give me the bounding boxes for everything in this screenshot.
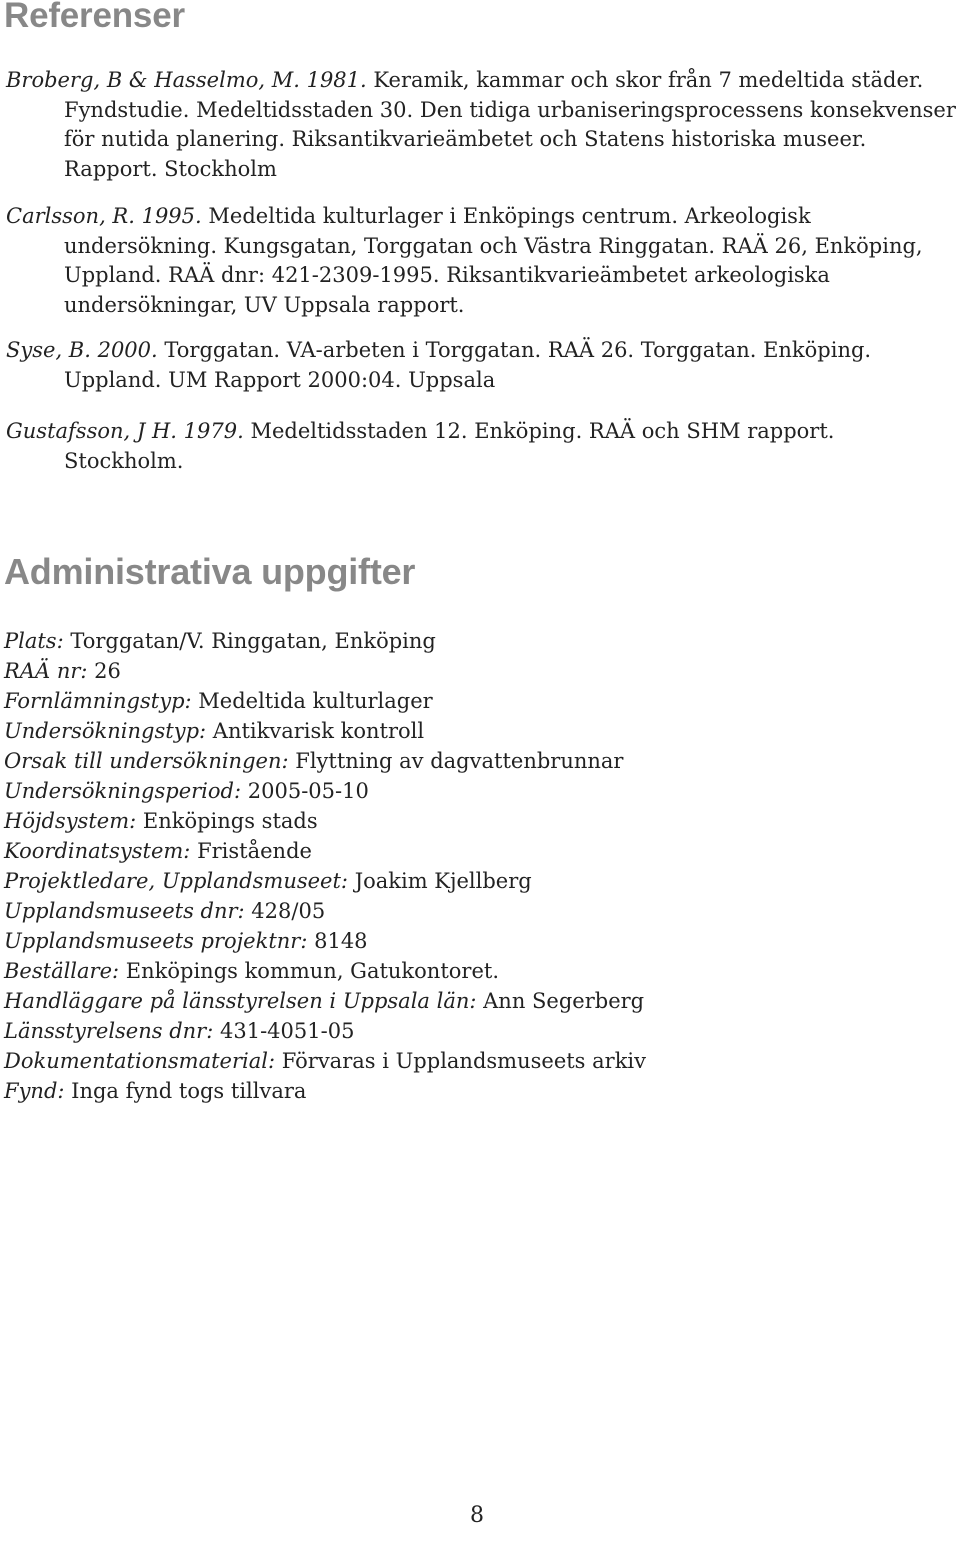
admin-label: Dokumentationsmaterial: <box>4 1049 276 1073</box>
admin-value: 431-4051-05 <box>219 1019 355 1043</box>
admin-label: Koordinatsystem: <box>4 839 191 863</box>
admin-row-koordinatsystem <box>4 836 954 866</box>
reference-author: Broberg, B & Hasselmo, M. 1981. <box>6 68 367 92</box>
admin-heading: Administrativa uppgifter <box>4 551 416 592</box>
admin-value: 2005-05-10 <box>247 779 369 803</box>
admin-value: Förvaras i Upplandsmuseets arkiv <box>281 1049 646 1073</box>
admin-label: Projektledare, Upplandsmuseet: <box>4 869 348 893</box>
reference-entry <box>6 202 956 320</box>
admin-row-handlaggare <box>4 986 954 1016</box>
reference-text: Keramik, kammar och skor från 7 medeltida städer. Fyndstudie. Medeltidsstaden 30. Den tidiga urbaniseringsprocessens konsekvenser för nutida planering. Riksantikvarieämbetet och Statens historiska museer. Rapport. Stockholm <box>64 68 956 181</box>
admin-label: Handläggare på länsstyrelsen i Uppsala län: <box>4 989 477 1013</box>
admin-value: Medeltida kulturlager <box>198 689 433 713</box>
admin-value: Fristående <box>197 839 312 863</box>
admin-label: Plats: <box>4 629 64 653</box>
admin-value: Ann Segerberg <box>483 989 645 1013</box>
reference-text: Medeltida kulturlager i Enköpings centrum. Arkeologisk undersökning. Kungsgatan, Torggatan och Västra Ringgatan. RAÄ 26, Enköping, Uppland. RAÄ dnr: 421-2309-1995. Riksantikvarieämbetet arkeologiska undersökningar, UV Uppsala rapport. <box>64 204 923 317</box>
admin-row-fornlamningstyp <box>4 686 954 716</box>
admin-row-undersokningstyp <box>4 716 954 746</box>
admin-label: Undersökningsperiod: <box>4 779 242 803</box>
admin-row-bestallare <box>4 956 954 986</box>
admin-label: Länsstyrelsens dnr: <box>4 1019 214 1043</box>
admin-row-plats <box>4 626 954 656</box>
admin-value: Antikvarisk kontroll <box>212 719 425 743</box>
reference-entry <box>6 336 956 395</box>
admin-row-dnr <box>4 896 954 926</box>
admin-row-projektnr <box>4 926 954 956</box>
admin-row-orsak <box>4 746 954 776</box>
admin-value: Joakim Kjellberg <box>354 869 532 893</box>
admin-row-raa-nr <box>4 656 954 686</box>
reference-entry <box>6 66 956 184</box>
admin-value: Enköpings kommun, Gatukontoret. <box>125 959 499 983</box>
admin-label: Upplandsmuseets dnr: <box>4 899 245 923</box>
admin-details <box>4 626 954 1106</box>
admin-value: Torggatan/V. Ringgatan, Enköping <box>70 629 436 653</box>
reference-entry <box>6 417 956 476</box>
admin-label: Höjdsystem: <box>4 809 137 833</box>
reference-author: Gustafsson, J H. 1979. <box>6 419 244 443</box>
references-list <box>6 66 956 490</box>
admin-label: Beställare: <box>4 959 120 983</box>
admin-row-lansstyrelsens-dnr <box>4 1016 954 1046</box>
admin-value: 8148 <box>314 929 368 953</box>
admin-row-undersokningsperiod <box>4 776 954 806</box>
admin-label: RAÄ nr: <box>4 659 88 683</box>
admin-value: Enköpings stads <box>142 809 318 833</box>
admin-label: Orsak till undersökningen: <box>4 749 289 773</box>
admin-value: Flyttning av dagvattenbrunnar <box>295 749 624 773</box>
admin-row-dokumentation <box>4 1046 954 1076</box>
admin-row-hojdsystem <box>4 806 954 836</box>
admin-row-projektledare <box>4 866 954 896</box>
reference-text: Medeltidsstaden 12. Enköping. RAÄ och SHM rapport. Stockholm. <box>64 419 835 473</box>
admin-value: 428/05 <box>251 899 326 923</box>
references-heading: Referenser <box>4 0 185 35</box>
reference-text: Torggatan. VA-arbeten i Torggatan. RAÄ 26. Torggatan. Enköping. Uppland. UM Rapport 2000:04. Uppsala <box>64 338 872 392</box>
admin-label: Upplandsmuseets projektnr: <box>4 929 308 953</box>
admin-value: 26 <box>94 659 121 683</box>
reference-author: Carlsson, R. 1995. <box>6 204 202 228</box>
page-number: 8 <box>470 1503 484 1528</box>
admin-value: Inga fynd togs tillvara <box>71 1079 307 1103</box>
admin-label: Undersökningstyp: <box>4 719 207 743</box>
admin-row-fynd <box>4 1076 954 1106</box>
admin-label: Fynd: <box>4 1079 65 1103</box>
admin-label: Fornlämningstyp: <box>4 689 192 713</box>
reference-author: Syse, B. 2000. <box>6 338 158 362</box>
